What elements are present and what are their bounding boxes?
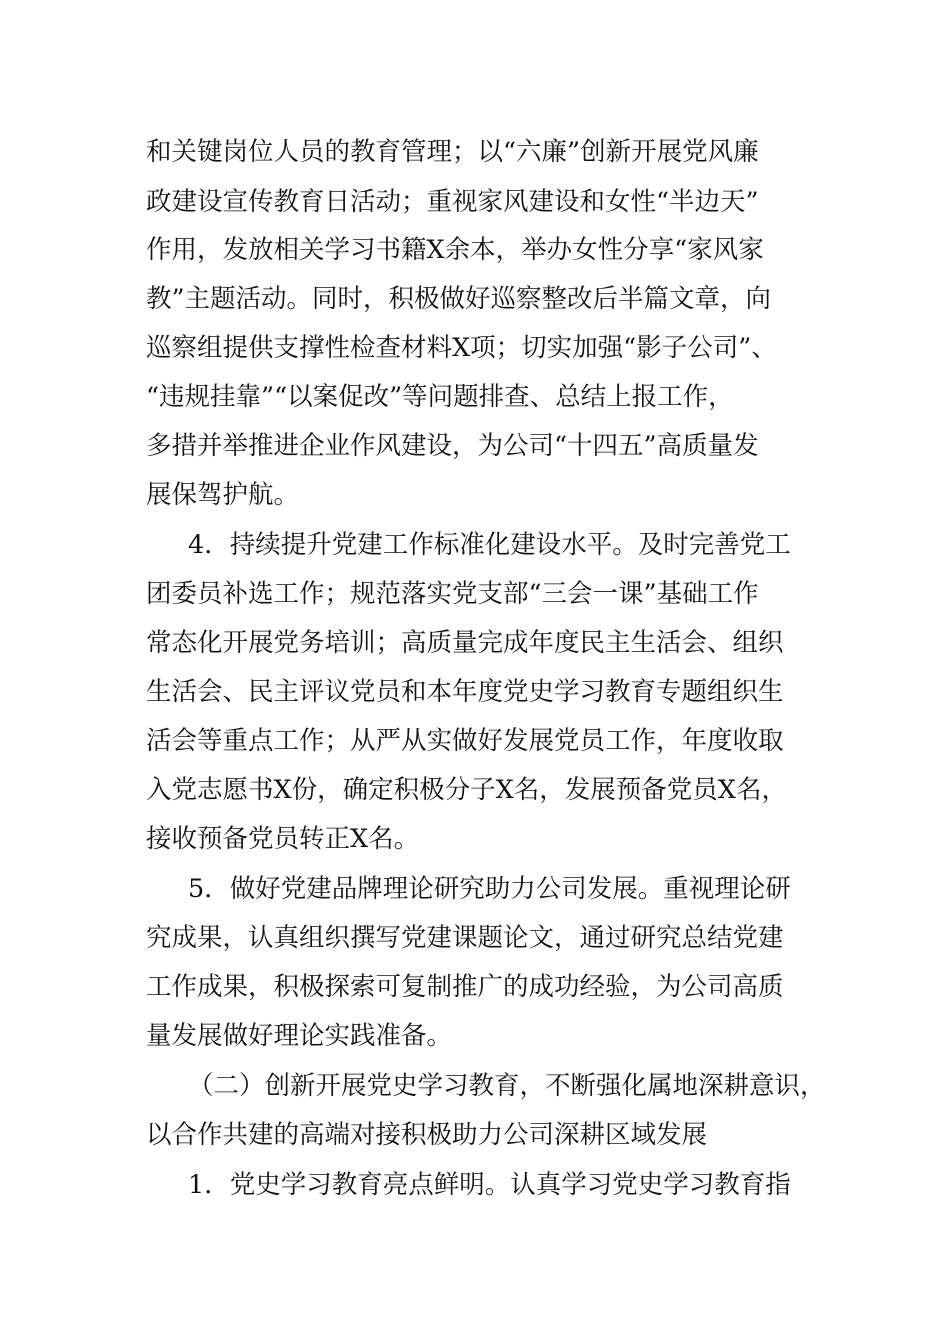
text-line: 和关键岗位人员的教育管理；以“六廉”创新开展党风廉 <box>146 137 759 167</box>
paragraph-4-heading: 4．持续提升党建工作标准化建设水平。及时完善党工 <box>188 530 791 560</box>
paragraph-1-heading: 1．党史学习教育亮点鲜明。认真学习党史学习教育指 <box>188 1170 791 1200</box>
text-line: 政建设宣传教育日活动；重视家风建设和女性“半边天” <box>146 187 759 217</box>
text-line: 工作成果，积极探索可复制推广的成功经验，为公司高质 <box>146 972 784 1002</box>
text-line: 多措并举推进企业作风建设，为公司“十四五”高质量发 <box>146 431 759 461</box>
text-line: 教”主题活动。同时，积极做好巡察整改后半篇文章，向 <box>146 284 772 314</box>
text-line: 作用，发放相关学习书籍X余本，举办女性分享“家风家 <box>146 235 764 265</box>
text-line: 常态化开展党务培训；高质量完成年度民主生活会、组织 <box>146 628 784 658</box>
text-line: 量发展做好理论实践准备。 <box>146 1021 453 1051</box>
text-line: 入党志愿书X份，确定积极分子X名，发展预备党员X名， <box>146 775 787 805</box>
text-line: 活会等重点工作；从严从实做好发展党员工作，年度收取 <box>146 726 784 756</box>
text-line: 究成果，认真组织撰写党建课题论文，通过研究总结党建 <box>146 923 784 953</box>
text-line: 以合作共建的高端对接积极助力公司深耕区域发展 <box>146 1120 708 1150</box>
text-line: “违规挂靠”“以案促改”等问题排查、总结上报工作， <box>146 382 734 412</box>
text-line: 团委员补选工作；规范落实党支部“三会一课”基础工作 <box>146 579 759 609</box>
section-2-heading: （二）创新开展党史学习教育，不断强化属地深耕意识， <box>188 1071 826 1101</box>
paragraph-5-heading: 5．做好党建品牌理论研究助力公司发展。重视理论研 <box>188 874 791 904</box>
text-line: 接收预备党员转正X名。 <box>146 824 420 854</box>
text-line: 生活会、民主评议党员和本年度党史学习教育专题组织生 <box>146 677 784 707</box>
text-line: 展保驾护航。 <box>146 480 300 510</box>
text-line: 巡察组提供支撑性检查材料X项；切实加强“影子公司”、 <box>146 333 777 363</box>
